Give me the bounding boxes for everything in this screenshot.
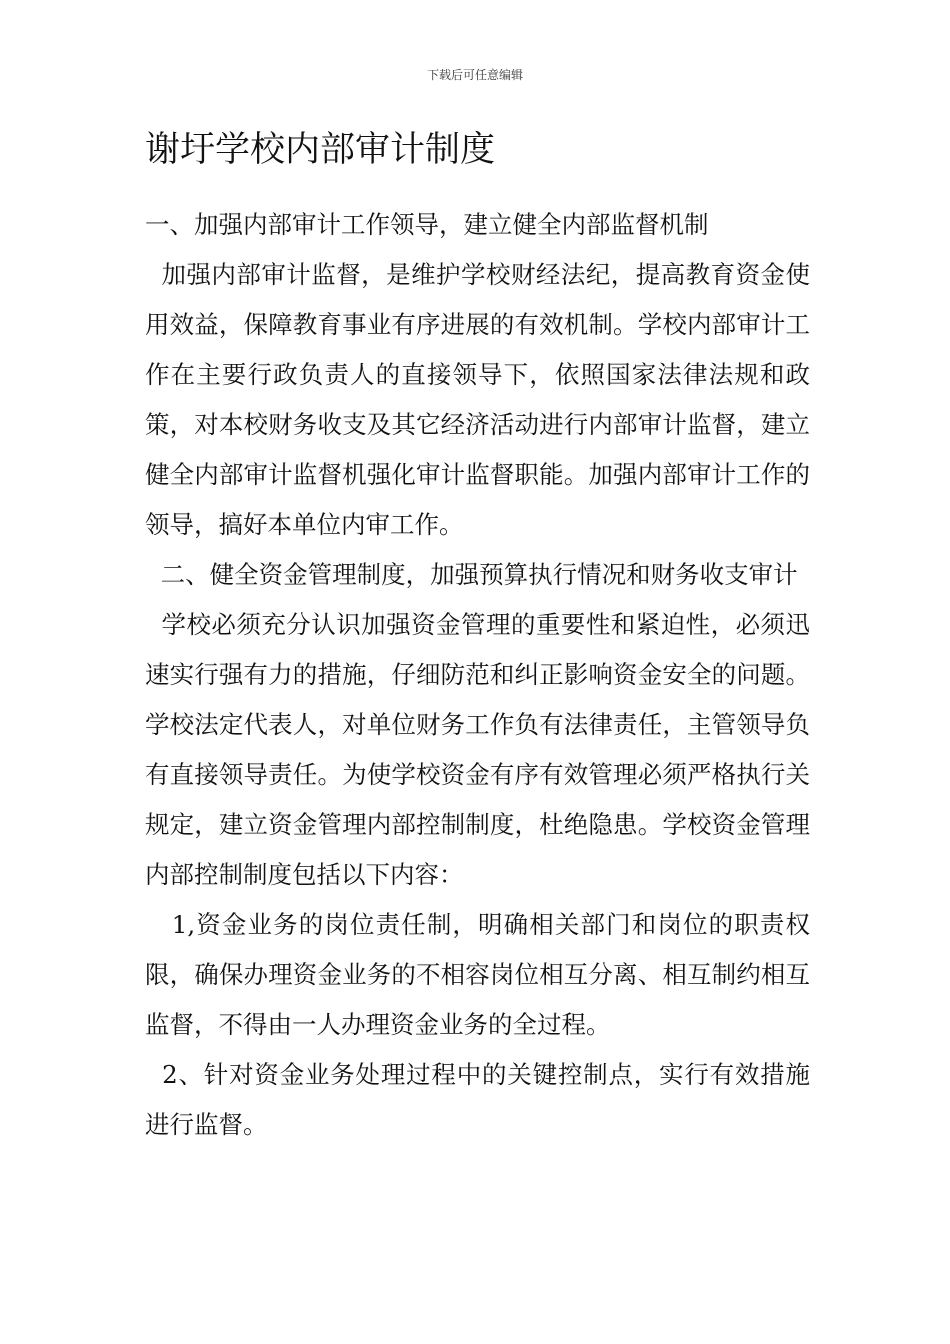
section-heading-1: 一、加强内部审计工作领导，建立健全内部监督机制 — [145, 210, 709, 239]
list-item-2: 2、针对资金业务处理过程中的关键控制点，实行有效措施进行监督。 — [145, 1060, 810, 1139]
list-item-1: 1,资金业务的岗位责任制，明确相关部门和岗位的职责权限，确保办理资金业务的不相容岗位相互分离、相互制约相互监督，不得由一人办理资金业务的全过程。 — [145, 910, 810, 1039]
paragraph-2: 学校必须充分认识加强资金管理的重要性和紧迫性，必须迅速实行强有力的措施，仔细防范和纠正影响资金安全的问题。学校法定代表人，对单位财务工作负有法律责任，主管领导负有直接领导责任。为使学校资金有序有效管理必须严格执行关规定，建立资金管理内部控制制度，杜绝隐患。学校资金管理内部控制制度包括以下内容： — [145, 610, 810, 889]
page-header-note: 下载后可任意编辑 — [426, 68, 523, 82]
section-heading-2: 二、健全资金管理制度，加强预算执行情况和财务收支审计 — [145, 560, 798, 589]
document-title: 谢圩学校内部审计制度 — [145, 130, 496, 170]
paragraph-1: 加强内部审计监督，是维护学校财经法纪，提高教育资金使用效益，保障教育事业有序进展的有效机制。学校内部审计工作在主要行政负责人的直接领导下，依照国家法律法规和政策，对本校财务收支及其它经济活动进行内部审计监督，建立健全内部审计监督机强化审计监督职能。加强内部审计工作的领导，搞好本单位内审工作。 — [145, 260, 810, 539]
document-body — [145, 200, 810, 1150]
